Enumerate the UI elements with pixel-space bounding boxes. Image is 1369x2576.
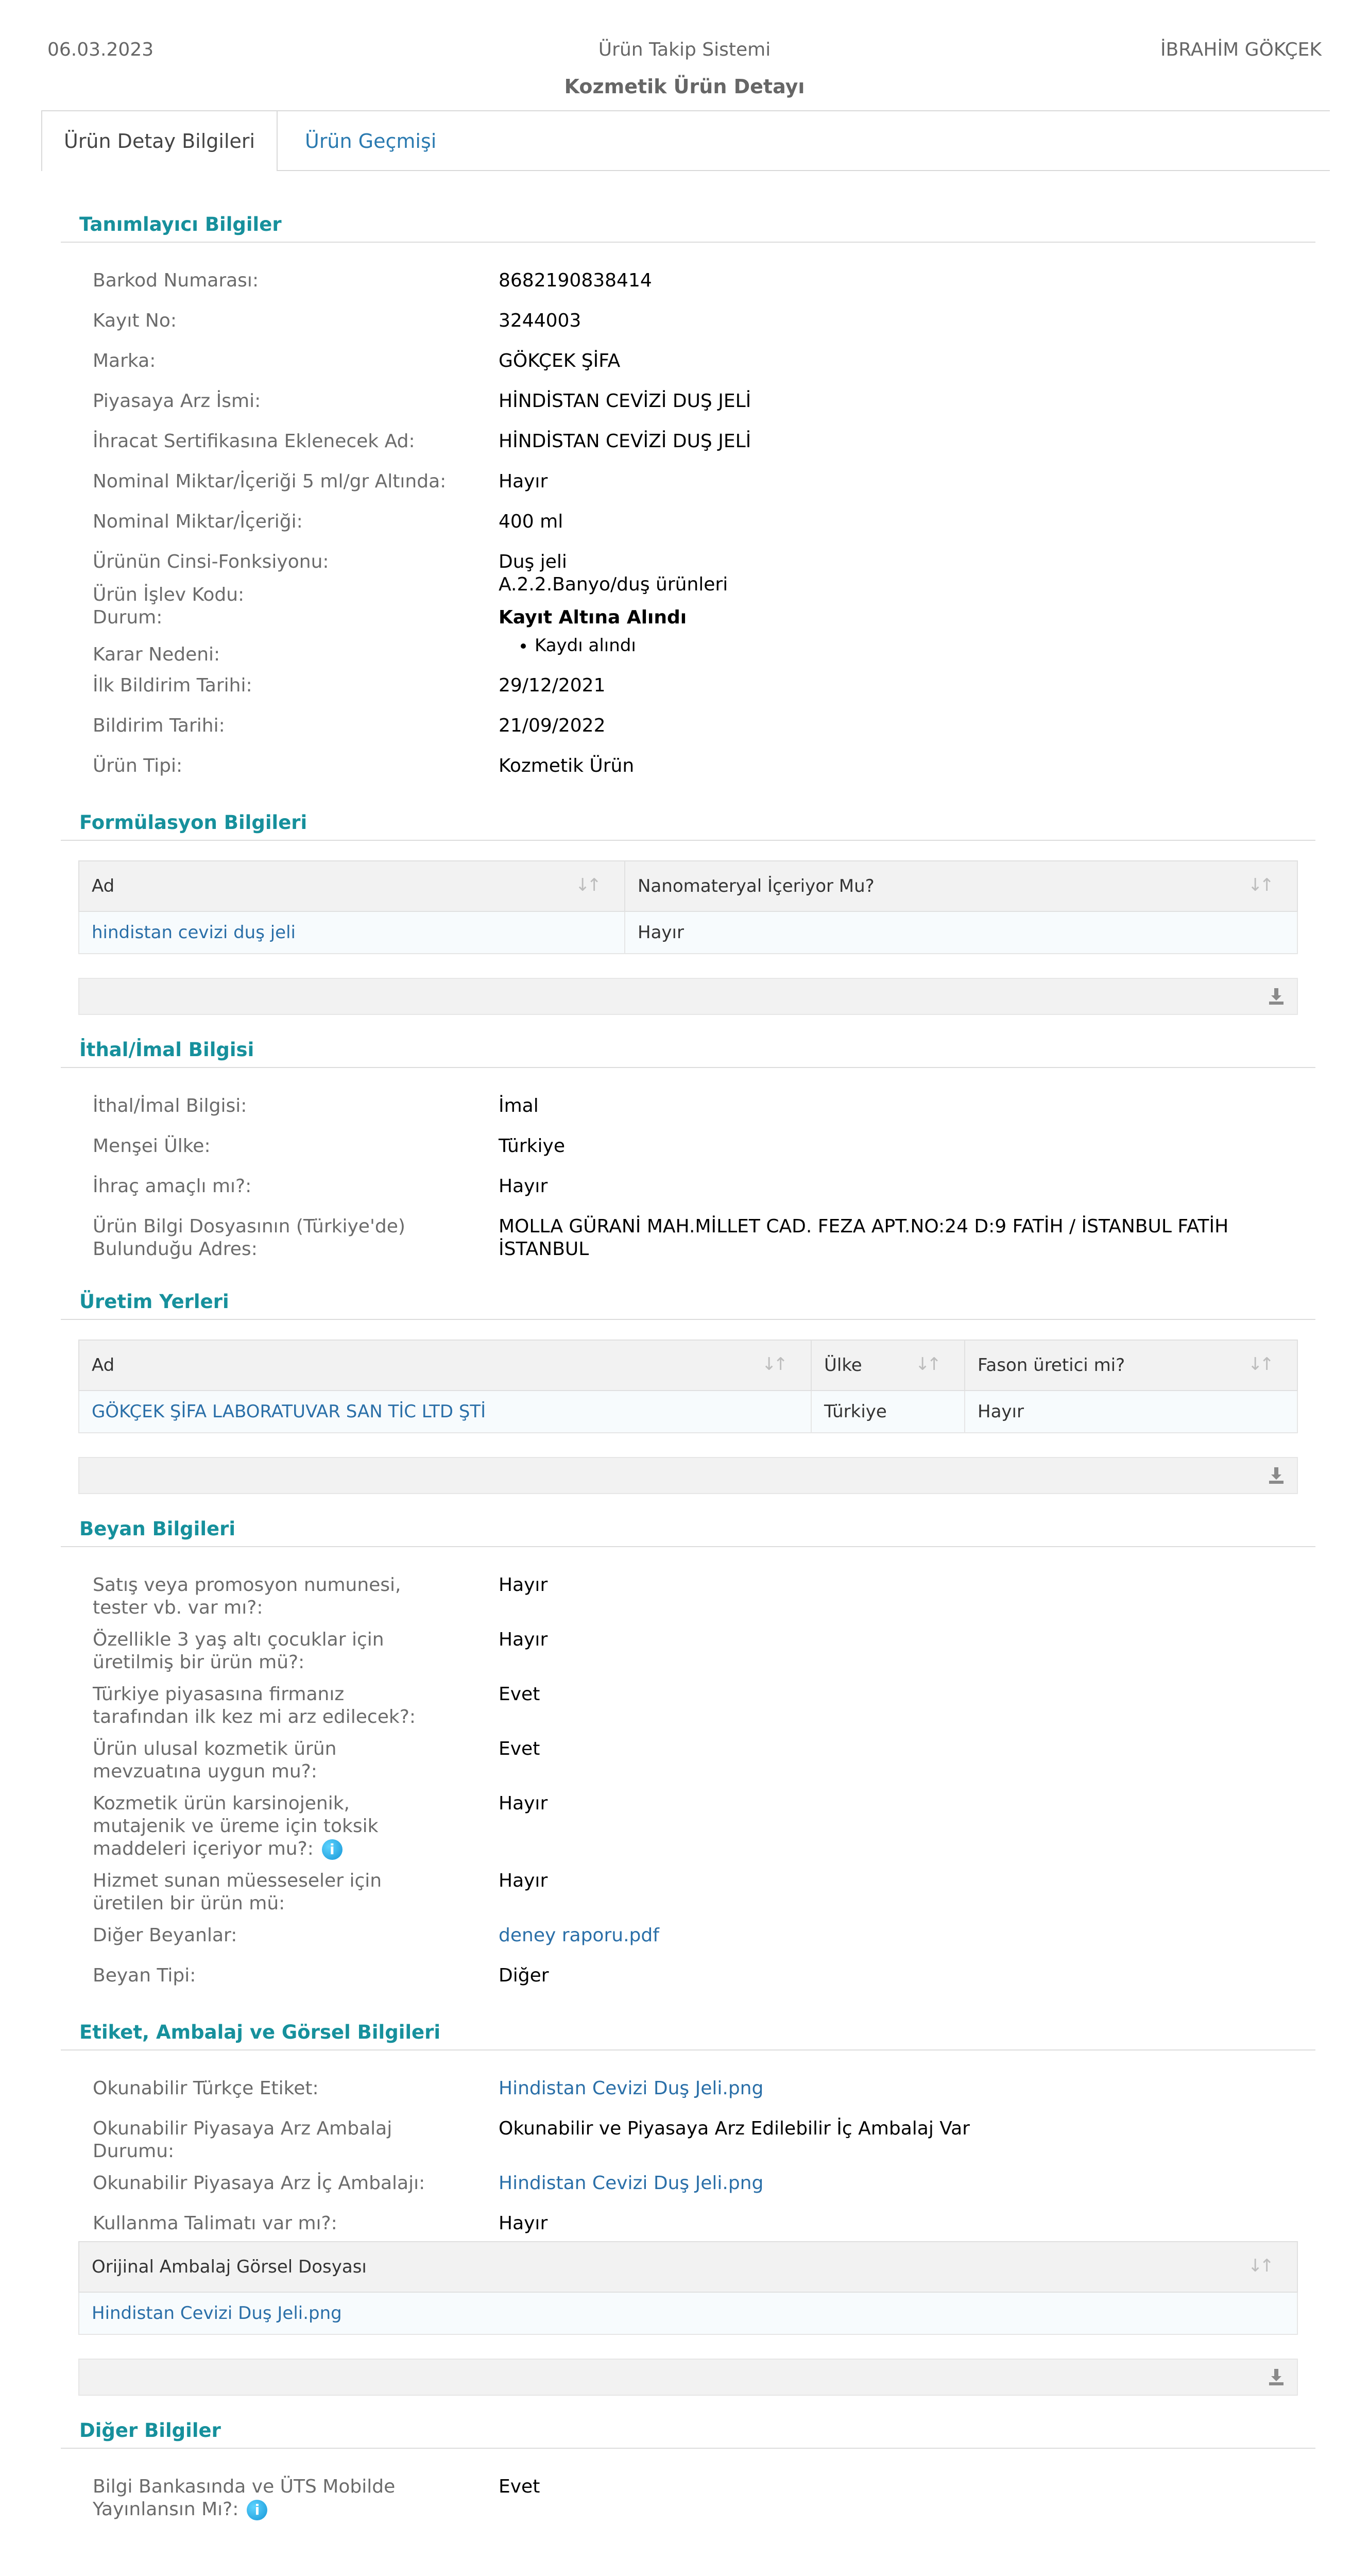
page-title: Kozmetik Ürün Detayı (564, 75, 805, 98)
field-row (61, 1676, 1315, 1731)
field-row (61, 748, 1315, 788)
status-value: Kayıt Altına Alındı (499, 607, 687, 628)
field-label: Beyan Tipi: (93, 1965, 196, 1986)
field-label: Kozmetik ürün karsinojenik, mutajenik ve üreme için toksik maddeleri içeriyor mu?: (93, 1793, 379, 1859)
column-header[interactable] (79, 2242, 1297, 2292)
field-row (61, 1208, 1315, 1267)
column-header[interactable] (79, 1340, 811, 1391)
other-declaration-link[interactable]: deney raporu.pdf (499, 1925, 659, 1946)
market-name-value: HİNDİSTAN CEVİZİ DUŞ JELİ (499, 391, 751, 412)
field-label: İhracat Sertifikasına Eklenecek Ad: (93, 431, 415, 452)
field-label: Bilgi Bankasında ve ÜTS Mobilde Yayınlansın Mı?: (93, 2476, 396, 2520)
field-label: İhraç amaçlı mı?: (93, 1176, 252, 1197)
column-header-label: Ad (92, 1355, 115, 1376)
field-label: Okunabilir Piyasaya Arz İç Ambalajı: (93, 2173, 425, 2194)
sort-icon[interactable]: ↓↑ (762, 1354, 785, 1375)
product-type-value: Kozmetik Ürün (499, 755, 635, 776)
column-header[interactable] (625, 861, 1297, 911)
table-row (79, 2292, 1297, 2334)
publish-value: Evet (499, 2476, 540, 2497)
compliant-value: Evet (499, 1738, 540, 1759)
info-icon[interactable]: i (247, 2500, 267, 2520)
user-name: İBRAHİM GÖKÇEK (1160, 39, 1322, 60)
declaration-type-value: Diğer (499, 1965, 549, 1986)
column-header-label: Fason üretici mi? (978, 1355, 1125, 1376)
producer-name-link[interactable]: GÖKÇEK ŞİFA LABORATUVAR SAN TİC LTD ŞTİ (79, 1391, 811, 1433)
field-row (61, 544, 1315, 573)
field-label: Ürün Tipi: (93, 755, 183, 776)
reg-no-value: 3244003 (499, 310, 581, 331)
sort-icon[interactable]: ↓↑ (1248, 2256, 1271, 2276)
barcode-value: 8682190838414 (499, 270, 652, 291)
section-title: Beyan Bilgileri (61, 1511, 1315, 1547)
field-label: Durum: (93, 607, 163, 628)
field-label: Piyasaya Arz İsmi: (93, 391, 261, 412)
field-label: Ürün ulusal kozmetik ürün mevzuatına uygun mu?: (93, 1738, 337, 1782)
field-row (61, 1128, 1315, 1168)
table-cell: Hayır (965, 1391, 1297, 1433)
field-row (61, 1088, 1315, 1128)
field-row (61, 503, 1315, 544)
field-row (61, 1168, 1315, 1208)
field-row (61, 573, 1315, 606)
export-bar (78, 1457, 1298, 1494)
production-section (61, 1283, 1315, 1494)
field-row (61, 262, 1315, 302)
decision-item: • Kaydı alındı (535, 634, 1315, 657)
declarations-section (61, 1511, 1315, 1997)
address-value: MOLLA GÜRANİ MAH.MİLLET CAD. FEZA APT.NO:24 D:9 FATİH / İSTANBUL FATİH İSTANBUL (499, 1216, 1229, 1260)
packaging-image-table (78, 2241, 1298, 2335)
field-label: Özellikle 3 yaş altı çocuklar için üretilmiş bir ürün mü?: (93, 1629, 384, 1673)
first-notice-value: 29/12/2021 (499, 675, 606, 696)
export-name-value: HİNDİSTAN CEVİZİ DUŞ JELİ (499, 431, 751, 452)
info-icon[interactable]: i (322, 1839, 343, 1860)
field-label: Barkod Numarası: (93, 270, 259, 291)
download-icon[interactable] (1266, 1465, 1287, 1486)
sort-icon[interactable]: ↓↑ (575, 875, 598, 895)
field-label: Nominal Miktar/İçeriği 5 ml/gr Altında: (93, 471, 447, 492)
production-table (78, 1340, 1298, 1433)
field-row (61, 634, 1315, 667)
field-label: Satış veya promosyon numunesi, tester vb. var mı?: (93, 1574, 401, 1618)
field-label: Kayıt No: (93, 310, 177, 331)
export-bar (78, 2359, 1298, 2396)
field-label: Menşei Ülke: (93, 1136, 211, 1157)
table-cell: Türkiye (811, 1391, 965, 1433)
column-header-label: Ad (92, 876, 115, 896)
field-row (61, 707, 1315, 748)
field-row (61, 2070, 1315, 2110)
column-header[interactable] (965, 1340, 1297, 1391)
nominal-value: 400 ml (499, 511, 563, 532)
column-header-label: Orijinal Ambalaj Görsel Dosyası (92, 2257, 367, 2277)
column-header-label: Nanomateryal İçeriyor Mu? (638, 876, 875, 896)
field-row (61, 1957, 1315, 1997)
sample-value: Hayır (499, 1574, 548, 1596)
field-label: İlk Bildirim Tarihi: (93, 675, 252, 696)
first-time-value: Evet (499, 1684, 540, 1705)
service-value: Hayır (499, 1870, 548, 1891)
field-row (61, 1917, 1315, 1957)
download-icon[interactable] (1266, 986, 1287, 1007)
field-row (61, 463, 1315, 503)
field-label: İthal/İmal Bilgisi: (93, 1095, 247, 1116)
section-title: Formülasyon Bilgileri (61, 804, 1315, 841)
sort-icon[interactable]: ↓↑ (1248, 1354, 1271, 1375)
section-title: İthal/İmal Bilgisi (61, 1031, 1315, 1068)
tab-product-details[interactable]: Ürün Detay Bilgileri (41, 111, 278, 171)
import-section (61, 1031, 1315, 1267)
field-row (61, 2110, 1315, 2165)
import-info-value: İmal (499, 1095, 539, 1116)
notice-value: 21/09/2022 (499, 715, 606, 736)
column-header-label: Ülke (824, 1355, 862, 1376)
field-row (61, 1567, 1315, 1621)
other-info-section (61, 2412, 1315, 2523)
field-label: Okunabilir Piyasaya Arz Ambalaj Durumu: (93, 2118, 392, 2162)
field-row (61, 606, 1315, 634)
field-row (61, 1785, 1315, 1862)
field-label: Diğer Beyanlar: (93, 1925, 237, 1946)
system-name: Ürün Takip Sistemi (598, 39, 771, 60)
column-header[interactable] (811, 1340, 965, 1391)
field-label: Karar Nedeni: (93, 644, 220, 665)
field-row (61, 302, 1315, 343)
field-row (61, 1862, 1315, 1917)
formulation-table (78, 860, 1298, 954)
field-label: Nominal Miktar/İçeriği: (93, 511, 303, 532)
inner-packaging-link[interactable]: Hindistan Cevizi Duş Jeli.png (499, 2173, 764, 2194)
field-label: Türkiye piyasasına firmanız tarafından ilk kez mi arz edilecek?: (93, 1684, 416, 1727)
field-row (61, 1621, 1315, 1676)
brand-value: GÖKÇEK ŞİFA (499, 350, 621, 371)
field-label: Ürün Bilgi Dosyasının (Türkiye'de) Bulunduğu Adres: (93, 1216, 405, 1260)
field-row (61, 1731, 1315, 1785)
download-icon[interactable] (1266, 2367, 1287, 2387)
field-row (61, 2165, 1315, 2205)
field-label: Marka: (93, 350, 156, 371)
type-function-value: Duş jeli (499, 551, 567, 572)
field-label: Okunabilir Türkçe Etiket: (93, 2078, 319, 2099)
tab-product-history[interactable]: Ürün Geçmişi (305, 130, 437, 152)
formulation-name-link[interactable]: hindistan cevizi duş jeli (79, 911, 625, 954)
packaging-image-link[interactable]: Hindistan Cevizi Duş Jeli.png (79, 2292, 1297, 2334)
field-row (61, 343, 1315, 383)
content (61, 206, 1315, 2539)
sort-icon[interactable]: ↓↑ (1248, 875, 1271, 895)
field-label: Ürün İşlev Kodu: (93, 584, 245, 605)
instructions-value: Hayır (499, 2213, 548, 2234)
field-row (61, 2468, 1315, 2523)
field-label: Kullanma Talimatı var mı?: (93, 2213, 337, 2234)
identifier-section (61, 206, 1315, 788)
field-label: Ürünün Cinsi-Fonksiyonu: (93, 551, 329, 572)
field-row (61, 383, 1315, 423)
column-header[interactable] (79, 861, 625, 911)
field-row (61, 667, 1315, 707)
tab-bar (41, 110, 1330, 171)
children-value: Hayır (499, 1629, 548, 1650)
table-cell: Hayır (625, 911, 1297, 954)
packaging-status-value: Okunabilir ve Piyasaya Arz Edilebilir İç Ambalaj Var (499, 2118, 970, 2139)
field-row (61, 423, 1315, 463)
field-label: Bildirim Tarihi: (93, 715, 225, 736)
table-row (79, 1391, 1297, 1433)
section-title: Üretim Yerleri (61, 1283, 1315, 1320)
export-purpose-value: Hayır (499, 1176, 548, 1197)
print-date: 06.03.2023 (47, 39, 154, 60)
field-label: Hizmet sunan müesseseler için üretilen bir ürün mü: (93, 1870, 382, 1914)
function-code-value: A.2.2.Banyo/duş ürünleri (499, 574, 728, 595)
label-section (61, 2014, 1315, 2396)
cmr-value: Hayır (499, 1793, 548, 1814)
formulation-section (61, 804, 1315, 1015)
section-title: Diğer Bilgiler (61, 2412, 1315, 2449)
nominal-small-value: Hayır (499, 471, 548, 492)
section-title: Tanımlayıcı Bilgiler (61, 206, 1315, 243)
field-row (61, 2205, 1315, 2241)
sort-icon[interactable]: ↓↑ (915, 1354, 938, 1375)
origin-value: Türkiye (499, 1136, 565, 1157)
table-row (79, 911, 1297, 954)
section-title: Etiket, Ambalaj ve Görsel Bilgileri (61, 2014, 1315, 2050)
turkish-label-link[interactable]: Hindistan Cevizi Duş Jeli.png (499, 2078, 764, 2099)
export-bar (78, 978, 1298, 1015)
